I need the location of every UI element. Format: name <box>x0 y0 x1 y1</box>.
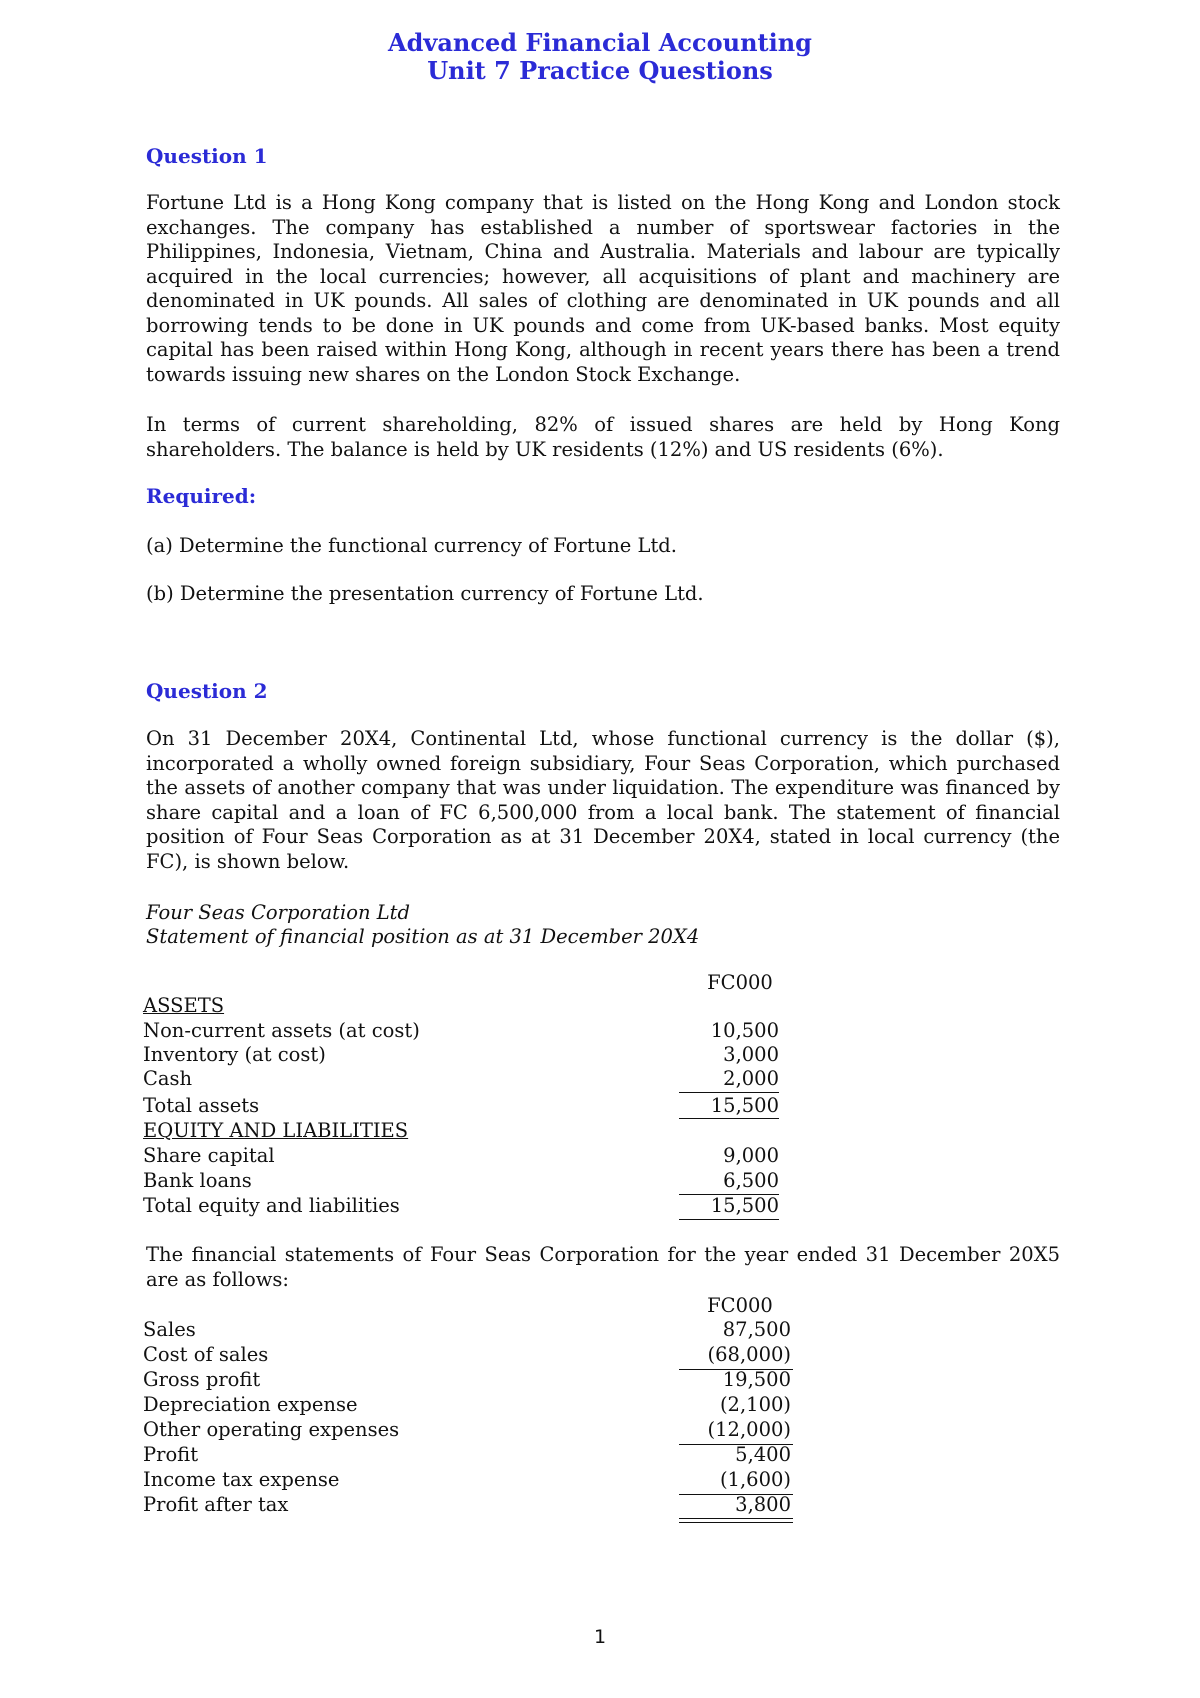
page-number: 1 <box>593 1626 607 1648</box>
row-value: 15,500 <box>710 1194 779 1217</box>
row-label: Bank loans <box>143 1169 252 1192</box>
question-1-required-heading: Required: <box>146 484 257 508</box>
sfp-row-total-assets <box>143 1094 793 1119</box>
sfp-row-inventory <box>143 1043 793 1068</box>
sfp-column-header: FC000 <box>707 971 773 994</box>
row-label: Income tax expense <box>143 1468 340 1491</box>
pl-row-profit <box>143 1443 793 1468</box>
rule <box>679 1219 779 1220</box>
question-1-paragraph-1: Fortune Ltd is a Hong Kong company that is listed on the Hong Kong and London stock exchanges. The company has established a number of sportswear factories in the Philippines, Indonesia, Vietnam, China and Australia. Materials and labour are typically acquired in the local currencies; however, all acquisitions of plant and machinery are denominated in UK pounds. All sales of clothing are denominated in UK pounds and all borrowing tends to be done in UK pounds and come from UK-based banks. Most equity capital has been raised within Hong Kong, although in recent years there has been a trend towards issuing new shares on the London Stock Exchange. <box>146 191 1060 386</box>
row-value: (1,600) <box>719 1468 791 1491</box>
row-value: 19,500 <box>722 1368 791 1391</box>
row-label: Depreciation expense <box>143 1393 358 1416</box>
row-value: 6,500 <box>723 1169 779 1192</box>
row-value: 5,400 <box>735 1443 791 1466</box>
row-value: 10,500 <box>710 1019 779 1042</box>
statement-company-name: Four Seas Corporation Ltd <box>146 901 411 924</box>
row-label: Non-current assets (at cost) <box>143 1019 420 1042</box>
row-label: Cost of sales <box>143 1343 269 1366</box>
sfp-row-cash <box>143 1067 793 1092</box>
row-label: Sales <box>143 1318 196 1341</box>
document-title: Advanced Financial Accounting <box>388 28 812 57</box>
row-value: 3,800 <box>735 1493 791 1516</box>
pl-row-income-tax <box>143 1468 793 1493</box>
sfp-assets-heading: ASSETS <box>143 994 225 1017</box>
row-value: 2,000 <box>723 1067 779 1090</box>
row-value: 15,500 <box>710 1094 779 1117</box>
row-label: Gross profit <box>143 1368 261 1391</box>
pl-column-header: FC000 <box>707 1294 773 1317</box>
row-label: Profit after tax <box>143 1493 289 1516</box>
pl-row-cost-of-sales <box>143 1343 793 1368</box>
pl-row-other-operating <box>143 1418 793 1443</box>
sfp-equity-heading: EQUITY AND LIABILITIES <box>143 1119 409 1142</box>
question-1-part-b: (b) Determine the presentation currency of Fortune Ltd. <box>146 582 704 605</box>
row-value: (2,100) <box>719 1393 791 1416</box>
sfp-row-share-capital <box>143 1144 793 1169</box>
row-label: Total equity and liabilities <box>143 1194 400 1217</box>
row-label: Inventory (at cost) <box>143 1043 326 1066</box>
row-label: Other operating expenses <box>143 1418 400 1441</box>
question-2-paragraph-1: On 31 December 20X4, Continental Ltd, whose functional currency is the dollar ($), incorporated a wholly owned foreign subsidiary, Four Seas Corporation, which purchased the assets of another company that was under liquidation. The expenditure was financed by share capital and a loan of FC 6,500,000 from a local bank. The statement of financial position of Four Seas Corporation as at 31 December 20X4, stated in local currency (the FC), is shown below. <box>146 727 1060 873</box>
row-value: 9,000 <box>723 1144 779 1167</box>
row-value: 87,500 <box>722 1318 791 1341</box>
row-label: Cash <box>143 1067 193 1090</box>
rule <box>679 1092 779 1093</box>
document-subtitle: Unit 7 Practice Questions <box>427 56 773 85</box>
double-rule <box>679 1518 793 1523</box>
row-value: 3,000 <box>723 1043 779 1066</box>
sfp-assets-heading-row <box>143 994 793 1019</box>
sfp-row-total-equity-liabilities <box>143 1194 793 1219</box>
question-1-paragraph-2: In terms of current shareholding, 82% of issued shares are held by Hong Kong shareholders. The balance is held by UK residents (12%) and US residents (6%). <box>146 413 1060 461</box>
row-value: (68,000) <box>707 1343 791 1366</box>
sfp-row-bank-loans <box>143 1169 793 1194</box>
row-value: (12,000) <box>707 1418 791 1441</box>
sfp-equity-heading-row <box>143 1119 793 1144</box>
question-2-paragraph-2: The financial statements of Four Seas Corporation for the year ended 31 December 20X5 are as follows: <box>146 1243 1060 1291</box>
row-label: Profit <box>143 1443 199 1466</box>
pl-row-gross-profit <box>143 1368 793 1393</box>
pl-row-depreciation <box>143 1393 793 1418</box>
question-2-heading: Question 2 <box>146 679 268 703</box>
row-label: Share capital <box>143 1144 275 1167</box>
question-1-part-a: (a) Determine the functional currency of Fortune Ltd. <box>146 534 677 557</box>
row-label: Total assets <box>143 1094 260 1117</box>
pl-row-profit-after-tax <box>143 1493 793 1518</box>
question-1-heading: Question 1 <box>146 144 268 168</box>
statement-title: Statement of financial position as at 31 December 20X4 <box>146 925 700 948</box>
pl-row-sales <box>143 1318 793 1343</box>
sfp-row-noncurrent-assets <box>143 1019 793 1044</box>
